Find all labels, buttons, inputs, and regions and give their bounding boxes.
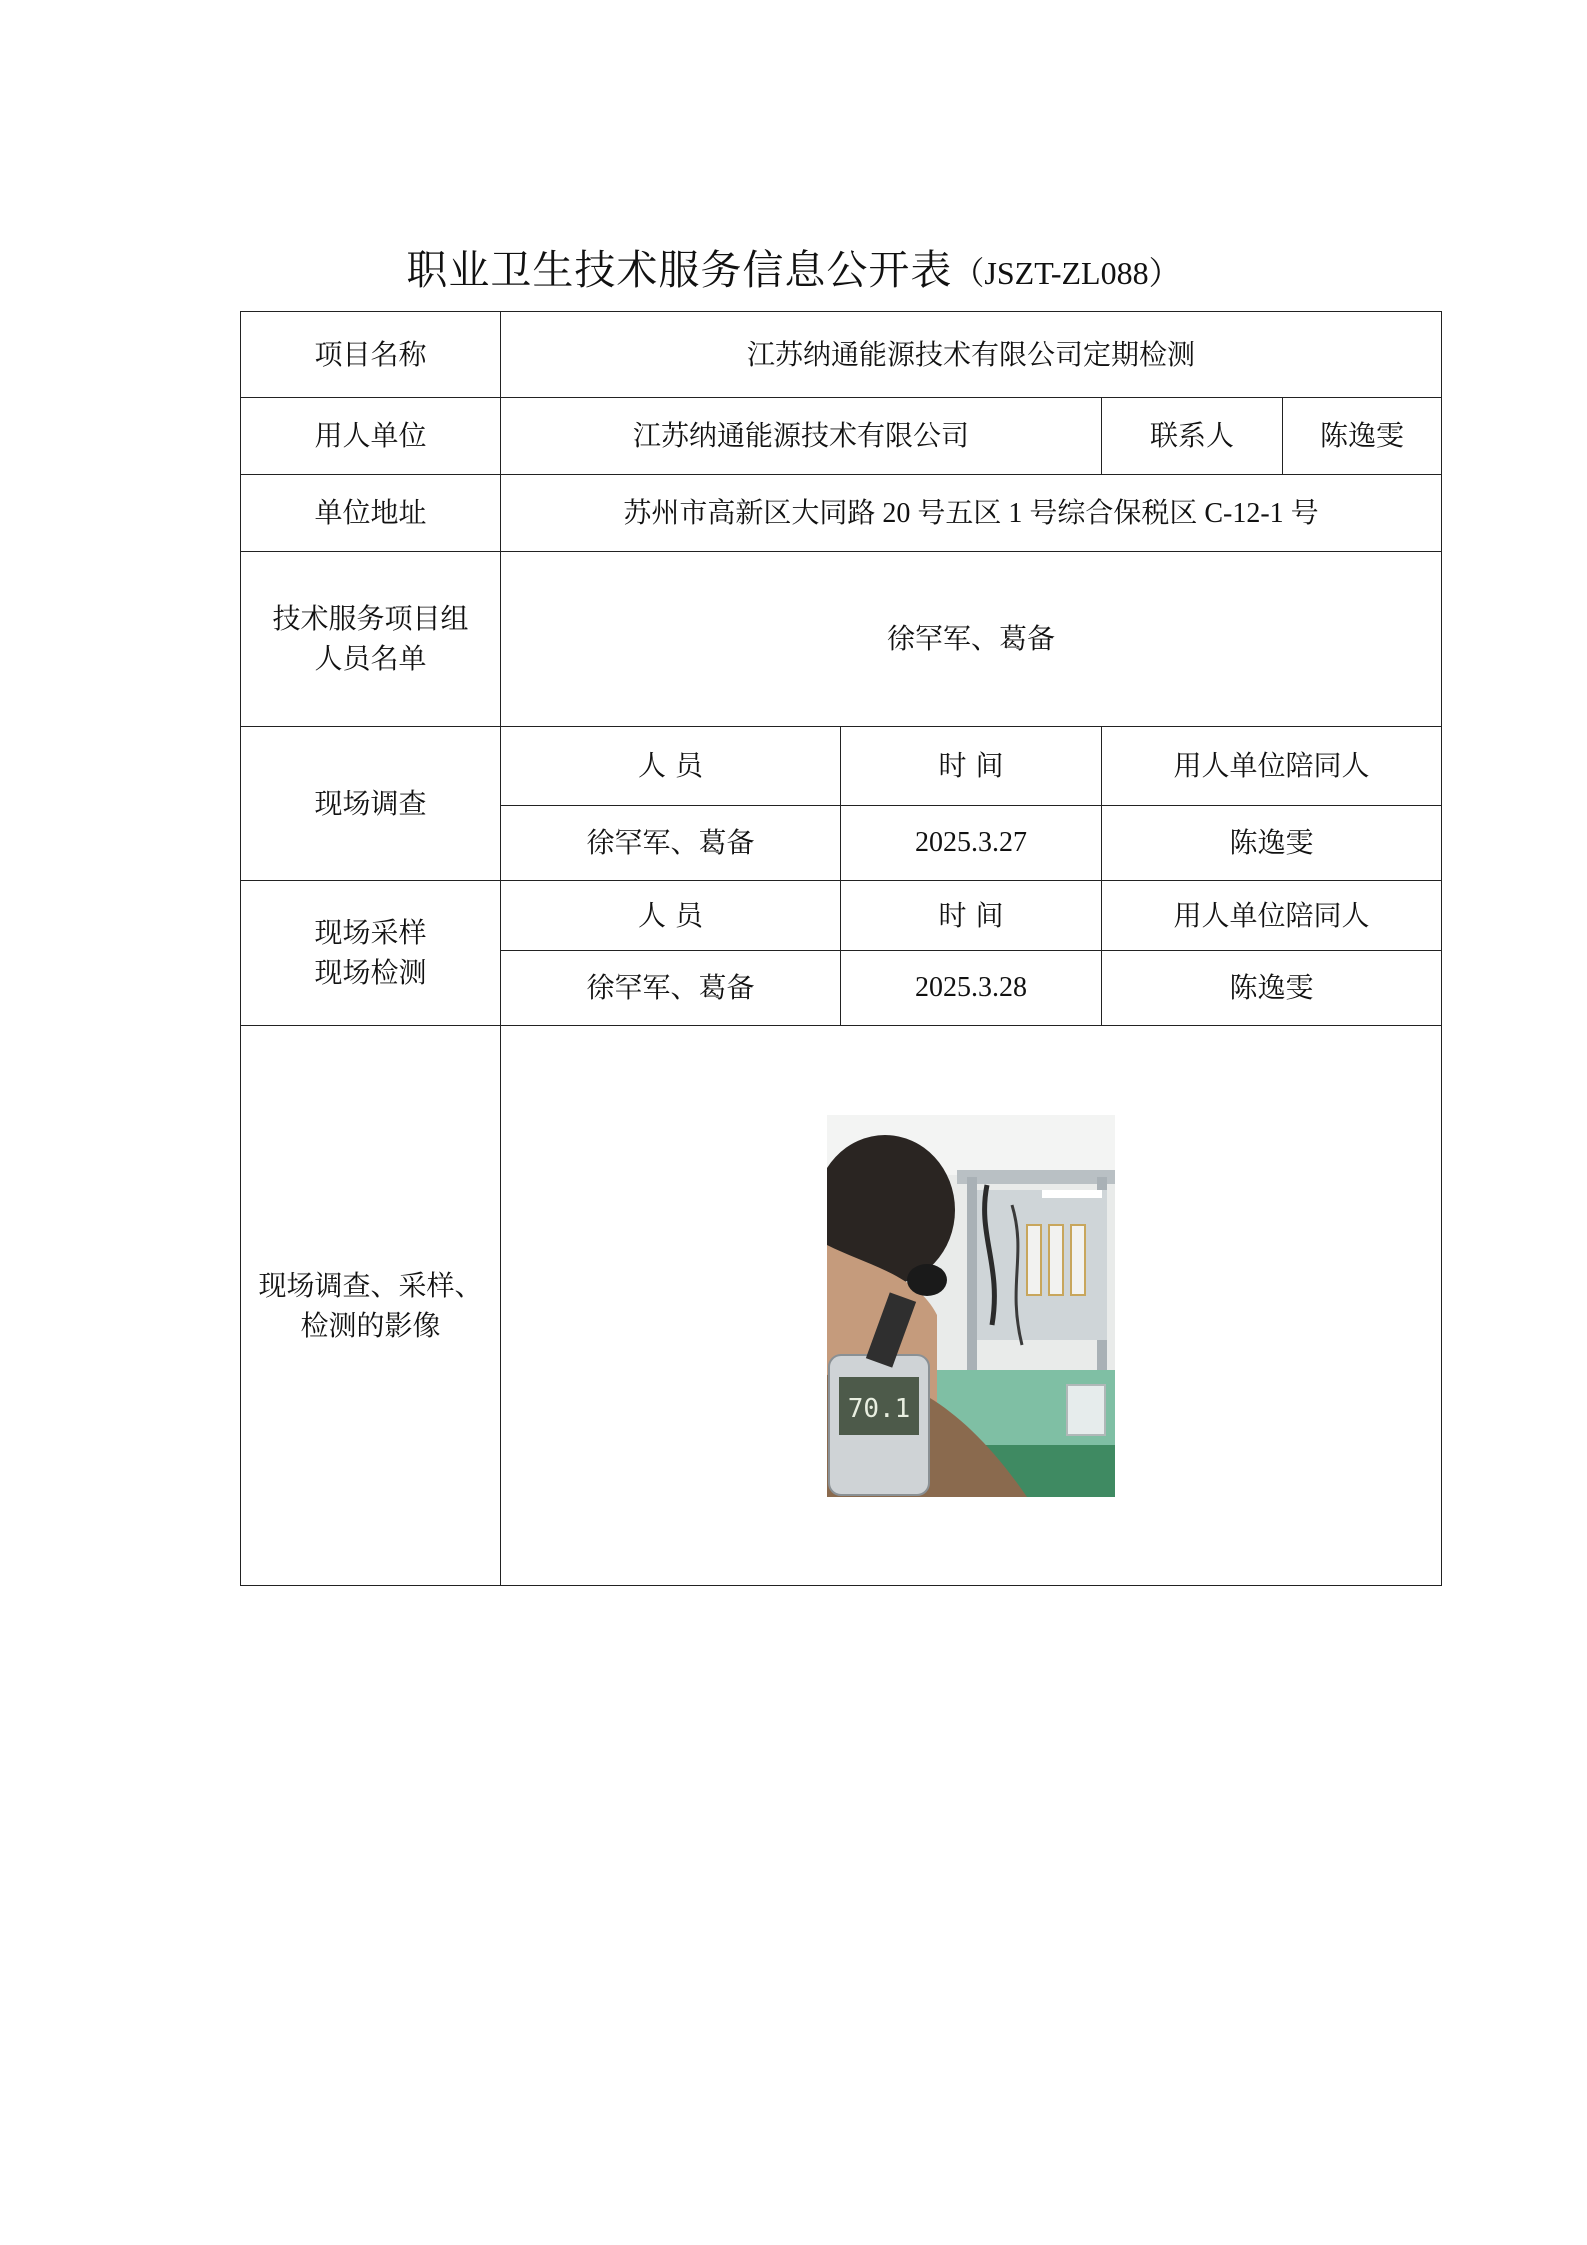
employer-value: 江苏纳通能源技术有限公司 (501, 398, 1102, 475)
images-label (241, 1026, 501, 1586)
team-label-line1: 技术服务项目组 (272, 602, 469, 635)
info-table (240, 311, 1442, 1586)
document-title (0, 237, 1587, 296)
images-label-line2: 检测的影像 (300, 1308, 441, 1342)
row-project-name (241, 312, 1442, 398)
row-images (241, 1026, 1442, 1586)
sampling-col-time: 时 间 (841, 881, 1102, 951)
contact-label: 联系人 (1102, 398, 1283, 475)
row-employer (241, 398, 1442, 475)
images-cell (501, 1026, 1442, 1586)
site-photo (827, 1115, 1115, 1497)
form-code: （JSZT-ZL088） (952, 255, 1181, 291)
survey-col-accompany: 用人单位陪同人 (1102, 727, 1442, 806)
survey-col-time: 时 间 (841, 727, 1102, 806)
sampling-label-line1: 现场采样 (314, 916, 427, 949)
sampling-col-personnel: 人 员 (501, 881, 841, 951)
survey-time: 2025.3.27 (841, 806, 1102, 881)
survey-col-personnel: 人 员 (501, 727, 841, 806)
team-value: 徐罕军、葛备 (501, 552, 1442, 727)
team-label (241, 552, 501, 727)
team-label-line2: 人员名单 (314, 642, 427, 675)
images-label-line1: 现场调查、采样、 (258, 1268, 483, 1302)
address-label: 单位地址 (241, 475, 501, 552)
row-address (241, 475, 1442, 552)
meter-reading: 70.1 (847, 1393, 911, 1424)
project-name-label: 项目名称 (241, 312, 501, 398)
project-name-value: 江苏纳通能源技术有限公司定期检测 (501, 312, 1442, 398)
title-text: 职业卫生技术服务信息公开表 (406, 246, 953, 294)
employer-label: 用人单位 (241, 398, 501, 475)
sampling-time: 2025.3.28 (841, 951, 1102, 1026)
address-text: 苏州市高新区大同路 20 号五区 1 号综合保税区 C-12-1 号 (623, 497, 1319, 529)
sampling-accompany: 陈逸雯 (1102, 951, 1442, 1026)
survey-personnel: 徐罕军、葛备 (501, 806, 841, 881)
sampling-col-accompany: 用人单位陪同人 (1102, 881, 1442, 951)
row-sampling-header (241, 881, 1442, 951)
sampling-personnel: 徐罕军、葛备 (501, 951, 841, 1026)
sound-level-meter-photo-icon (827, 1115, 1115, 1497)
survey-accompany: 陈逸雯 (1102, 806, 1442, 881)
contact-value: 陈逸雯 (1283, 398, 1442, 475)
sampling-label-line2: 现场检测 (314, 956, 427, 989)
survey-label: 现场调查 (241, 727, 501, 881)
row-survey-header (241, 727, 1442, 806)
sampling-label (241, 881, 501, 1026)
row-team (241, 552, 1442, 727)
address-value (501, 475, 1442, 552)
